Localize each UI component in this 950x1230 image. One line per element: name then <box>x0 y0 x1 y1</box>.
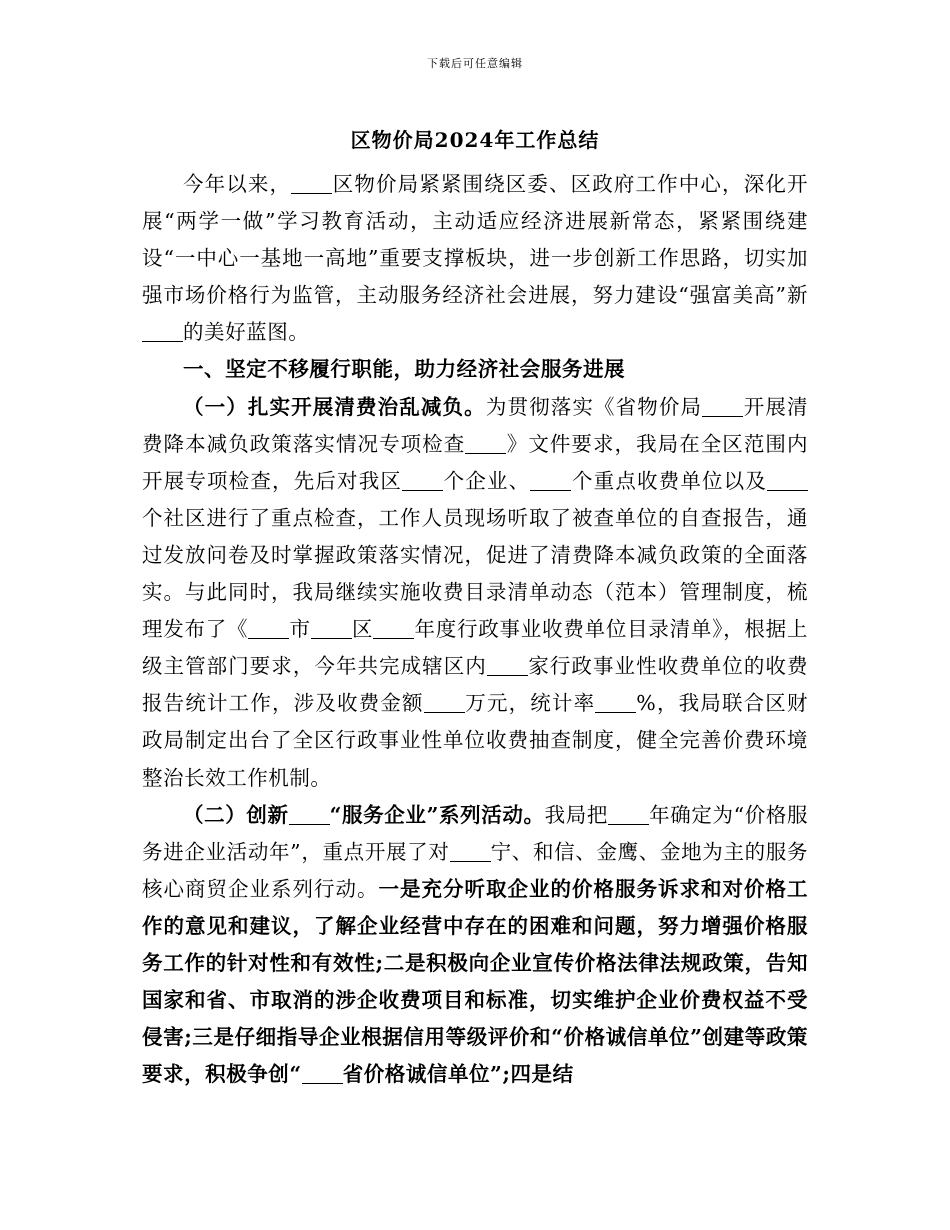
blank-underline <box>530 469 571 491</box>
blank-underline <box>302 1063 343 1085</box>
blank-underline <box>487 655 528 677</box>
blank-underline <box>767 469 808 491</box>
blank-underline <box>248 618 289 640</box>
blank-underline <box>595 692 636 714</box>
document-title: 区物价局2024年工作总结 <box>350 128 600 152</box>
paragraph-enterprise-service: （二）创新 “服务企业”系列活动。我局把 年确定为“价格服务进企业活动年”，重点开展了对 宁、和信、金鹰、金地为主的服务核心商贸企业系列行动。一是充分听取企业的价格服务诉求和对价格工作的意见和建议，了解企业经营中存在的困难和问题，努力增强价格服务工作的针对性和有效性;二是积极向企业宣传价格法律法规政策，告知国家和省、市取消的涉企收费项目和标准，切实维护企业价费权益不受侵害;三是仔细指导企业根据信用等级评价和“价格诚信单位”创建等政策要求，积极争创“ 省价格诚信单位”;四是结 <box>142 802 809 1087</box>
blank-underline <box>608 803 649 825</box>
document-body <box>142 166 808 1093</box>
blank-underline <box>702 395 743 417</box>
blank-underline <box>373 618 414 640</box>
subsection-heading: （一）扎实开展清费治乱减负。 <box>183 394 486 419</box>
blank-underline <box>402 469 443 491</box>
blank-underline <box>142 321 183 343</box>
blank-underline <box>450 840 491 862</box>
header-note: 下载后可任意编辑 <box>427 57 523 70</box>
blank-underline <box>291 173 332 195</box>
blank-underline <box>311 618 352 640</box>
paragraph-fee-reduction: （一）扎实开展清费治乱减负。为贯彻落实《省物价局 开展清费降本减负政策落实情况专项检查 》文件要求，我局在全区范围内开展专项检查，先后对我区 个企业、 个重点收费单位以及个社区进行了重点检查，工作人员现场听取了被查单位的自查报告，通过发放问卷及时掌握政策落实情况，促进了清费降本减负政策的全面落实。与此同时，我局继续实施收费目录清单动态（范本）管理制度，梳理发布了《 市 区 年度行政事业收费单位目录清单》，根据上级主管部门要求，今年共完成辖区内 家行政事业性收费单位的收费报告统计工作，涉及收费金额 万元，统计率 %，我局联合区财政局制定出台了全区行政事业性单位收费抽查制度，健全完善价费环境整治长效工作机制。 <box>142 394 809 790</box>
section-heading: 一、坚定不移履行职能，助力经济社会服务进展 <box>183 357 626 382</box>
blank-underline <box>289 803 330 825</box>
intro-paragraph: 今年以来， 区物价局紧紧围绕区委、区政府工作中心，深化开展“两学一做”学习教育活动，主动适应经济进展新常态，紧紧围绕建设“一中心一基地一高地”重要支撑板块，进一步创新工作思路，切实加强市场价格行为监管，主动服务经济社会进展，努力建设“强富美高”新的美好蓝图。 <box>142 172 808 345</box>
blank-underline <box>424 692 465 714</box>
subsection-heading: （二）创新 “服务企业”系列活动。 <box>183 802 545 827</box>
blank-underline <box>465 432 506 454</box>
